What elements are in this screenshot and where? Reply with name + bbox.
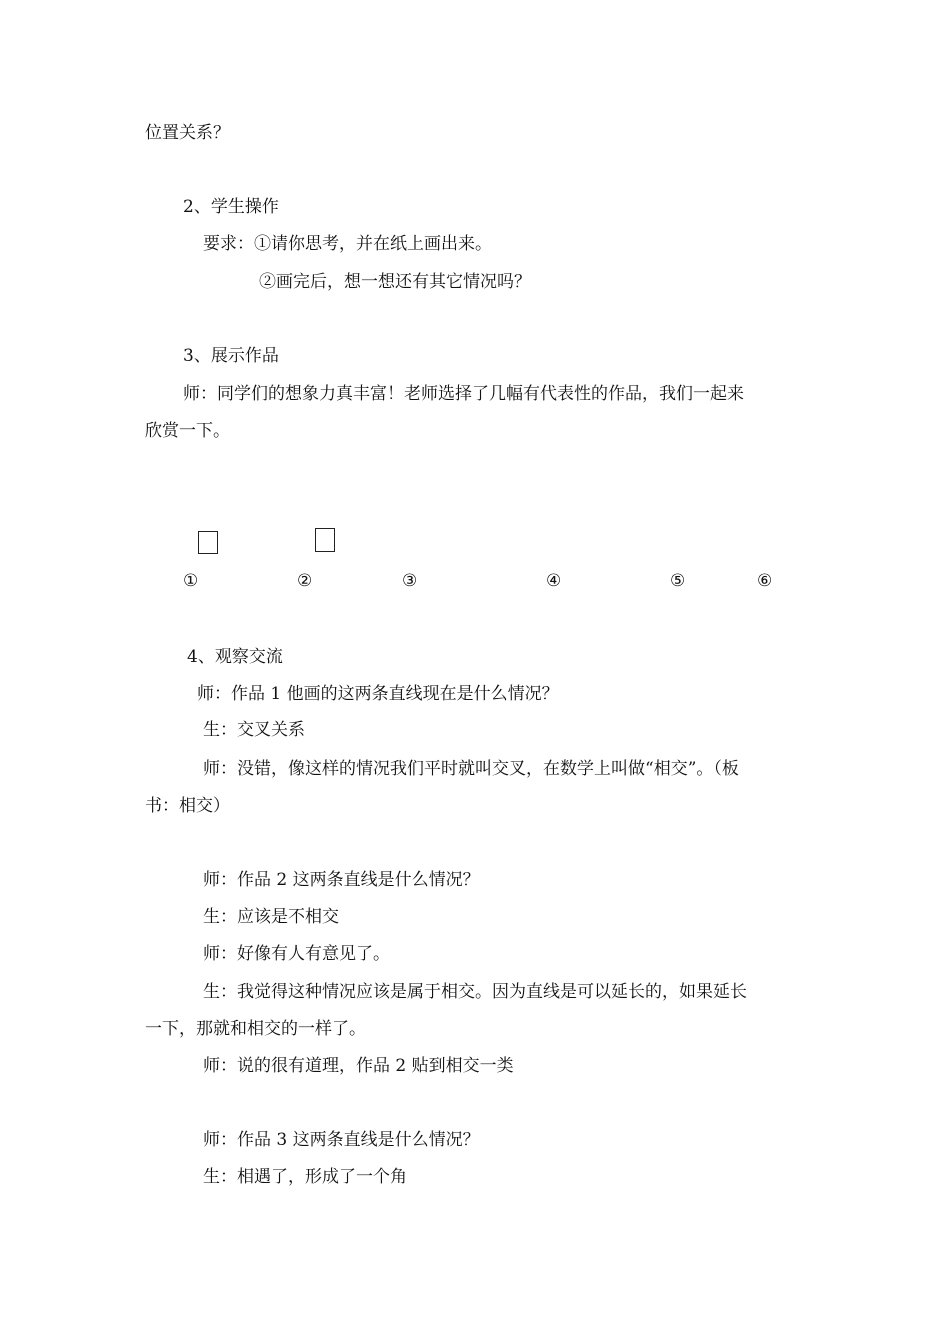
work-2-image (315, 528, 335, 552)
text-line: 要求：①请你思考，并在纸上画出来。 (203, 234, 492, 254)
text-line: 师：作品 3 这两条直线是什么情况？ (203, 1130, 480, 1150)
text-line: 师：作品 1 他画的这两条直线现在是什么情况？ (197, 684, 559, 704)
work-label-4: ④ (546, 571, 562, 591)
text-line: 生：应该是不相交 (203, 907, 339, 927)
work-label-3: ③ (402, 571, 418, 591)
text-line: ②画完后，想一想还有其它情况吗？ (259, 272, 531, 292)
section-heading: 4、观察交流 (187, 647, 283, 667)
work-label-5: ⑤ (670, 571, 686, 591)
text-line: 生：我觉得这种情况应该是属于相交。因为直线是可以延长的，如果延长 (203, 982, 747, 1002)
text-line: 一下，那就和相交的一样了。 (145, 1019, 366, 1039)
work-label-1: ① (183, 571, 199, 591)
text-line: 位置关系？ (145, 123, 230, 143)
text-line: 师：好像有人有意见了。 (203, 944, 390, 964)
text-line: 师：同学们的想象力真丰富！老师选择了几幅有代表性的作品，我们一起来 (183, 384, 744, 404)
work-label-6: ⑥ (757, 571, 773, 591)
text-line: 师：没错，像这样的情况我们平时就叫交叉，在数学上叫做“相交”。（板 (203, 759, 739, 779)
text-line: 书：相交） (145, 796, 230, 816)
text-line: 生：交叉关系 (203, 720, 305, 740)
work-1-image (198, 531, 218, 554)
work-label-2: ② (297, 571, 313, 591)
section-heading: 3、展示作品 (183, 346, 279, 366)
text-line: 师：作品 2 这两条直线是什么情况？ (203, 870, 480, 890)
section-heading: 2、学生操作 (183, 197, 279, 217)
text-line: 欣赏一下。 (145, 421, 230, 441)
text-line: 师：说的很有道理，作品 2 贴到相交一类 (203, 1056, 514, 1076)
text-line: 生：相遇了，形成了一个角 (203, 1167, 407, 1187)
